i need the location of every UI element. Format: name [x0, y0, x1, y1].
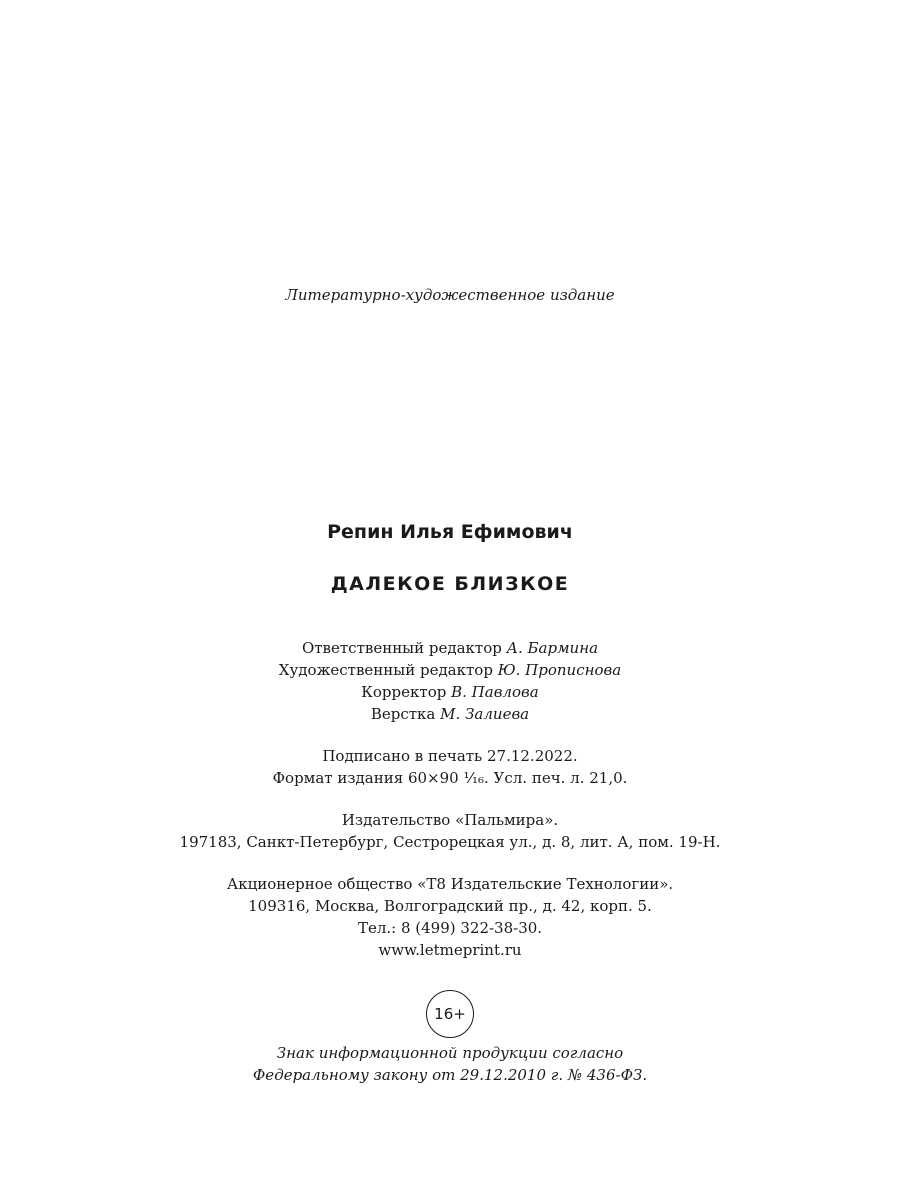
- printer-phone: Тел.: 8 (499) 322-38-30.: [357, 919, 543, 937]
- credit-line: [0, 659, 900, 681]
- credit-name: В. Павлова: [451, 683, 539, 701]
- credit-name: Ю. Прописнова: [497, 661, 622, 679]
- printer-info: [0, 873, 900, 961]
- edition-format: Формат издания 60×90 ¹⁄₁₆. Усл. печ. л. 21,0.: [272, 769, 628, 787]
- printer-address: 109316, Москва, Волгоградский пр., д. 42, корп. 5.: [248, 897, 652, 915]
- credit-role: Верстка: [370, 705, 436, 723]
- credit-role: Корректор: [361, 683, 447, 701]
- notice-line: Федеральному закону от 29.12.2010 г. № 436-ФЗ.: [252, 1066, 648, 1084]
- publisher-name: Издательство «Пальмира».: [341, 811, 559, 829]
- legal-notice: [0, 1042, 900, 1086]
- credit-line: [0, 681, 900, 703]
- signed-date: Подписано в печать 27.12.2022.: [322, 747, 578, 765]
- credit-name: М. Залиева: [440, 705, 530, 723]
- printer-name: Акционерное общество «Т8 Издательские Технологии».: [226, 875, 674, 893]
- notice-line: Знак информационной продукции согласно: [276, 1044, 624, 1062]
- credits-block: [0, 637, 900, 725]
- credit-role: Художественный редактор: [278, 661, 493, 679]
- printer-website: www.letmeprint.ru: [378, 941, 522, 959]
- book-title: ДАЛЕКОЕ БЛИЗКОЕ: [330, 573, 570, 595]
- credit-line: [0, 637, 900, 659]
- printing-info: [0, 745, 900, 789]
- edition-type: Литературно-художественное издание: [285, 286, 615, 304]
- age-rating-badge: 16+: [426, 990, 474, 1038]
- credit-role: Ответственный редактор: [301, 639, 502, 657]
- credit-name: А. Бармина: [506, 639, 599, 657]
- publisher-info: [0, 809, 900, 853]
- publisher-address: 197183, Санкт-Петербург, Сестрорецкая ул., д. 8, лит. А, пом. 19-Н.: [179, 833, 721, 851]
- credit-line: [0, 703, 900, 725]
- author-name: Репин Илья Ефимович: [327, 521, 573, 543]
